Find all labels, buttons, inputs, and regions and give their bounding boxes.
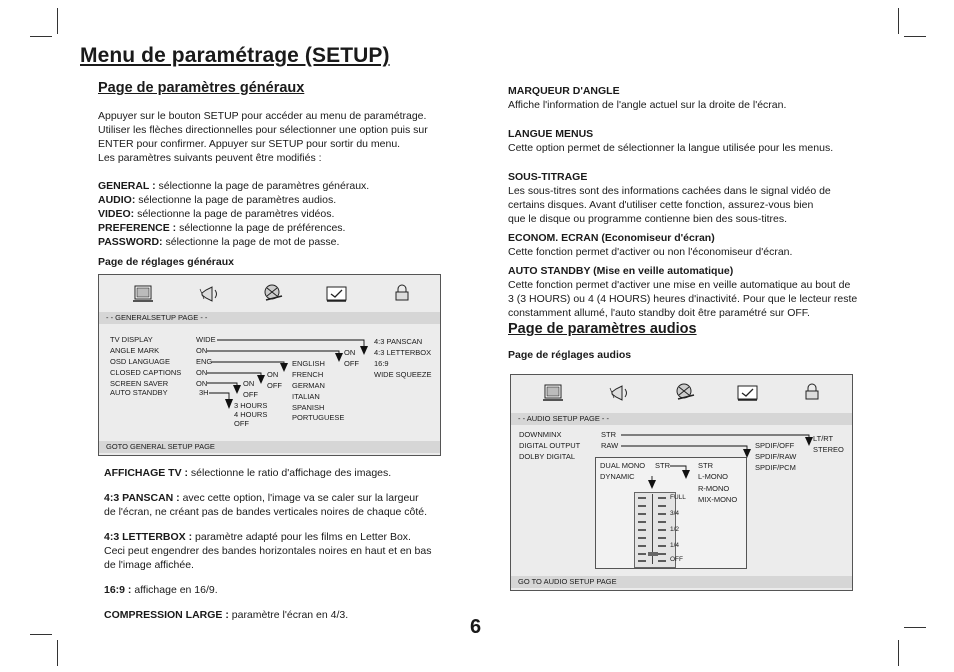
- crop-mark: [30, 634, 52, 635]
- option-text: SPDIF/PCM: [755, 463, 796, 472]
- option-text: R-MONO: [698, 484, 730, 493]
- screen-header: - - AUDIO SETUP PAGE - -: [511, 413, 852, 425]
- menu-label: AUTO STANDBY: [110, 388, 168, 397]
- option-text: STR: [698, 461, 713, 470]
- option-text: 4:3 LETTERBOX: [374, 348, 432, 357]
- menu-label: DOLBY DIGITAL: [519, 452, 575, 461]
- definition: 4:3 LETTERBOX : paramètre adapté pour les films en Letter Box.: [104, 531, 411, 543]
- list-item: VIDEO: sélectionne la page de paramètres vidéos.: [98, 208, 335, 220]
- tv-display-definitions: [104, 466, 474, 622]
- option-text: 3 HOURS: [234, 401, 268, 410]
- general-intro: [98, 109, 478, 165]
- option-text: SPANISH: [292, 403, 325, 412]
- option-text: WIDE SQUEEZE: [374, 370, 432, 379]
- settings-descriptions: [508, 84, 898, 320]
- option-text: L-MONO: [698, 472, 728, 481]
- menu-label: DOWNMINX: [519, 430, 562, 439]
- section-heading: MARQUEUR D'ANGLE: [508, 85, 620, 97]
- option-text: MIX-MONO: [698, 495, 738, 504]
- definition: AFFICHAGE TV : sélectionne le ratio d'affichage des images.: [104, 467, 392, 479]
- option-text: FRENCH: [292, 370, 324, 379]
- page-number: 6: [470, 616, 482, 638]
- level-label: 3/4: [670, 510, 680, 517]
- section-heading: SOUS-TITRAGE: [508, 171, 588, 183]
- general-heading: Page de paramètres généraux: [98, 80, 305, 96]
- menu-value: RAW: [601, 441, 619, 450]
- section-line: 3 (3 HOURS) ou 4 (4 HOURS) heures d'inactivité. Pour que le lecteur reste: [508, 293, 858, 305]
- menu-value: ON: [196, 379, 208, 388]
- option-text: ON: [267, 370, 279, 379]
- setup-pages-list: [98, 179, 478, 249]
- connector-lines: [99, 275, 440, 455]
- level-label: FULL: [670, 494, 686, 501]
- option-text: ENGLISH: [292, 359, 325, 368]
- crop-mark: [898, 8, 899, 34]
- menu-label: DYNAMIC: [600, 472, 635, 481]
- section-line: certains disques. Avant d'utiliser cette fonction, assurez-vous bien: [508, 199, 814, 211]
- screen-footer: GOTO GENERAL SETUP PAGE: [99, 441, 440, 453]
- crop-mark: [57, 640, 58, 666]
- menu-value: ON: [196, 368, 208, 377]
- option-text: OFF: [234, 419, 249, 428]
- section-line: que le disque ou programme contienne bien des sous-titres.: [508, 213, 787, 225]
- option-text: PORTUGUESE: [292, 413, 345, 422]
- intro-line: Les paramètres suivants peuvent être modifiés :: [98, 152, 322, 164]
- crop-mark: [898, 640, 899, 666]
- option-text: STEREO: [813, 445, 844, 454]
- section-line: Cette option permet de sélectionner la langue utilisée pour les menus.: [508, 142, 834, 154]
- option-text: 16:9: [374, 359, 389, 368]
- option-text: OFF: [243, 390, 258, 399]
- list-item: PREFERENCE : sélectionne la page de préférences.: [98, 222, 346, 234]
- audio-subheading: Page de réglages audios: [508, 349, 632, 361]
- crop-mark: [30, 36, 52, 37]
- menu-label: ANGLE MARK: [110, 346, 160, 355]
- list-item: GENERAL : sélectionne la page de paramètres généraux.: [98, 180, 370, 192]
- intro-line: Utiliser les flèches directionnelles pour sélectionner une option puis sur: [98, 124, 428, 136]
- menu-value: STR: [655, 461, 670, 470]
- level-label: 1/4: [670, 542, 680, 549]
- option-text: SPDIF/RAW: [755, 452, 797, 461]
- option-text: SPDIF/OFF: [755, 441, 795, 450]
- option-text: ON: [344, 348, 356, 357]
- option-text: 4 HOURS: [234, 410, 268, 419]
- menu-value: WIDE: [196, 335, 216, 344]
- option-text: ON: [243, 379, 255, 388]
- menu-value: 3H: [199, 388, 209, 397]
- screen-header: - - GENERALSETUP PAGE - -: [99, 312, 440, 324]
- menu-label: DUAL MONO: [600, 461, 646, 470]
- option-text: OFF: [267, 381, 282, 390]
- menu-value: ENG: [196, 357, 213, 366]
- list-item: AUDIO: sélectionne la page de paramètres audios.: [98, 194, 337, 206]
- menu-value: ON: [196, 346, 208, 355]
- option-text: LT/RT: [813, 434, 834, 443]
- intro-line: Appuyer sur le bouton SETUP pour accéder au menu de paramétrage.: [98, 110, 427, 122]
- section-line: Cette fonction permet d'activer ou non l'économiseur d'écran.: [508, 246, 793, 258]
- crop-mark: [57, 8, 58, 34]
- menu-value: STR: [601, 430, 616, 439]
- menu-label: SCREEN SAVER: [110, 379, 169, 388]
- connector-lines: [511, 375, 852, 590]
- section-line: Cette fonction permet d'activer une mise en veille automatique au bout de: [508, 279, 851, 291]
- section-heading: AUTO STANDBY (Mise en veille automatique): [508, 265, 734, 277]
- screen-footer: GO TO AUDIO SETUP PAGE: [511, 576, 852, 588]
- audio-heading: Page de paramètres audios: [508, 321, 697, 337]
- page-title: Menu de paramétrage (SETUP): [80, 44, 390, 67]
- definition-line: Ceci peut engendrer des bandes horizontales noires en haut et en bas: [104, 545, 432, 557]
- menu-label: DIGITAL OUTPUT: [519, 441, 581, 450]
- option-text: GERMAN: [292, 381, 325, 390]
- crop-mark: [904, 627, 926, 628]
- general-setup-screen: [98, 274, 441, 456]
- definition-line: de l'image affichée.: [104, 559, 194, 571]
- option-text: OFF: [344, 359, 359, 368]
- list-item: PASSWORD: sélectionne la page de mot de passe.: [98, 236, 340, 248]
- definition-line: de l'écran, ne créant pas de bandes verticales noires de chaque côté.: [104, 506, 428, 518]
- definition: 4:3 PANSCAN : avec cette option, l'image va se caler sur la largeur: [104, 492, 419, 504]
- definition: COMPRESSION LARGE : paramètre l'écran en 4/3.: [104, 609, 349, 621]
- section-line: constamment allumé, l'auto standby doit être paramétré sur OFF.: [508, 307, 810, 319]
- section-heading: LANGUE MENUS: [508, 128, 594, 140]
- definition: 16:9 : affichage en 16/9.: [104, 584, 218, 596]
- section-heading: ECONOM. ECRAN (Economiseur d'écran): [508, 232, 715, 244]
- level-label: OFF: [670, 556, 683, 563]
- menu-label: OSD LANGUAGE: [110, 357, 171, 366]
- section-line: Affiche l'information de l'angle actuel sur la droite de l'écran.: [508, 99, 787, 111]
- option-text: 4:3 PANSCAN: [374, 337, 423, 346]
- crop-mark: [904, 36, 926, 37]
- audio-setup-screen: [510, 374, 853, 591]
- menu-label: CLOSED CAPTIONS: [110, 368, 182, 377]
- menu-label: TV DISPLAY: [110, 335, 153, 344]
- section-line: Les sous-titres sont des informations cachées dans le signal vidéo de: [508, 185, 831, 197]
- option-text: ITALIAN: [292, 392, 320, 401]
- level-label: 1/2: [670, 526, 680, 533]
- intro-line: ENTER pour confirmer. Appuyer sur SETUP pour sortir du menu.: [98, 138, 401, 150]
- general-subheading: Page de réglages généraux: [98, 256, 234, 268]
